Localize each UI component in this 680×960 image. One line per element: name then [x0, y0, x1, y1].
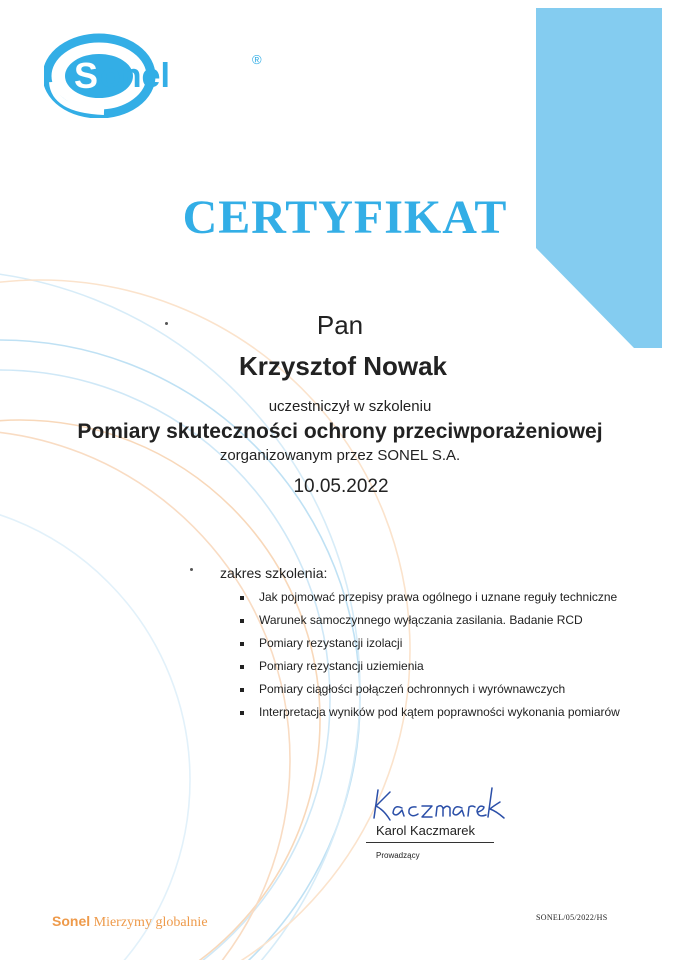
- list-item-text: Jak pojmować przepisy prawa ogólnego i uznane reguły techniczne: [259, 590, 618, 604]
- list-item: [237, 609, 620, 632]
- footer-slogan: Mierzymy globalnie: [93, 915, 208, 930]
- document-code: SONEL/05/2022/HS: [536, 913, 608, 922]
- list-item: [237, 678, 620, 701]
- footer-brand-name: Sonel: [52, 913, 91, 929]
- logo-text: onel: [100, 57, 170, 95]
- list-item-text: Pomiary rezystancji uziemienia: [259, 659, 424, 673]
- registered-mark: ®: [252, 52, 262, 67]
- sonel-logo: [44, 32, 274, 118]
- training-date: 10.05.2022: [293, 476, 389, 497]
- list-item: [237, 701, 620, 724]
- list-item: [237, 655, 620, 678]
- bullet-icon: [240, 665, 244, 669]
- logo-s-letter: S: [74, 55, 99, 96]
- signature-line: [366, 842, 494, 843]
- list-item: [237, 586, 620, 609]
- scope-heading: zakres szkolenia:: [220, 565, 328, 581]
- bullet-icon: [240, 619, 244, 623]
- organizer-text: zorganizowanym przez SONEL S.A.: [219, 447, 461, 464]
- signer-role: Prowadzący: [376, 851, 420, 860]
- list-item-text: Interpretacja wyników pod kątem poprawności wykonania pomiarów: [259, 705, 620, 719]
- list-item-text: Warunek samoczynnego wyłączania zasilania. Badanie RCD: [259, 613, 583, 627]
- speck-mark: [190, 568, 193, 571]
- signer-name: Karol Kaczmarek: [376, 823, 475, 838]
- list-item: [237, 632, 620, 655]
- list-item-text: Pomiary ciągłości połączeń ochronnych i wyrównawczych: [259, 682, 566, 696]
- footer-brand: [52, 913, 208, 931]
- recipient-name: Krzysztof Nowak: [238, 351, 448, 381]
- bullet-icon: [240, 688, 244, 692]
- scope-list: [237, 586, 620, 724]
- participation-text: uczestniczył w szkoleniu: [268, 398, 432, 415]
- list-item-text: Pomiary rezystancji izolacji: [259, 636, 403, 650]
- salutation: Pan: [316, 310, 364, 340]
- handwritten-signature: [366, 782, 516, 826]
- bullet-icon: [240, 596, 244, 600]
- course-title: Pomiary skuteczności ochrony przeciwporażeniowej: [77, 420, 603, 443]
- certificate-title: CERTYFIKAT: [182, 191, 508, 244]
- bullet-icon: [240, 711, 244, 715]
- bullet-icon: [240, 642, 244, 646]
